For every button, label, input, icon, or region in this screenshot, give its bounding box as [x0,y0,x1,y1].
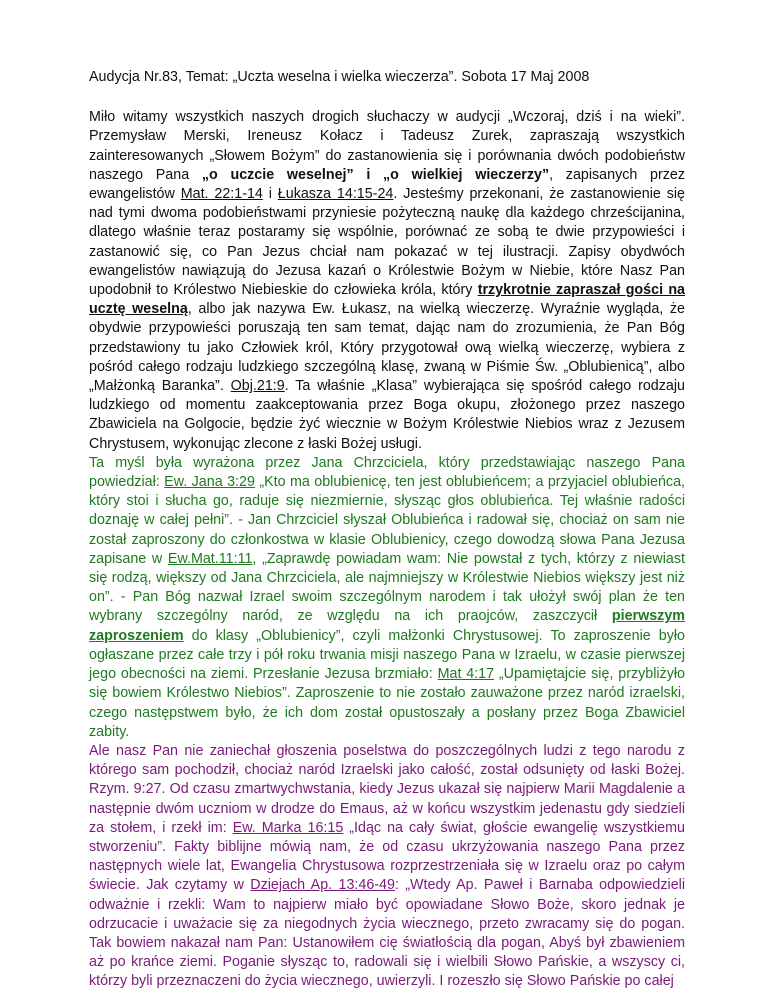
text-run: i [262,186,278,203]
document-title: Audycja Nr.83, Temat: „Uczta weselna i wielka wieczerza”. Sobota 17 Maj 2008 [89,69,590,85]
bold-underlined-phrase: pierwszym zaproszeniem [89,608,685,644]
bible-reference-link[interactable]: Łukasza 14:15-24 [277,186,394,203]
document-page [89,0,685,992]
bible-reference-link[interactable]: Ew.Mat.11:11 [167,550,253,567]
text-run: , albo jak nazywa Ew. Łukasz, na wielką wieczerzę. Wyraźnie wygląda, że obydwie przypowieści poruszają ten sam temat, dając nam do zrozumienia, że Pan Bóg przedstawiony tu jako Człowiek król, Który przygotował ową wielką wieczerzę, wybiera z pośród całego rodzaju ludzkiego szczególną klasę, zwaną w Piśmie Św. „Oblubienicą”, albo „Małżonką Baranka”. [89,301,685,395]
bible-reference-link[interactable]: Mat. 22:1-14 [180,186,263,203]
text-run: : „Wtedy Ap. Paweł i Barnaba odpowiedzieli odważnie i rzekli: Wam to najpierw miało być opowiadane Słowo Boże, skoro jednak je odrzucacie i uważacie się za niegodnych życia wiecznego, przeto zwracamy się do pogan. Tak bowiem nakazał nam Pan: Ustanowiłem cię światłością dla pogan, Abyś był zbawieniem aż po krańce ziemi. Poganie słysząc to, radowali się i wielbili Słowo Pańskie, a wszyscy ci, którzy byli przeznaczeni do życia wiecznego, uwierzyli. I rozeszło się Słowo Pańskie po całej [89,877,685,990]
bold-phrase: „o uczcie weselnej” i „o wielkiej wieczerzy” [201,166,550,183]
text-run: do klasy „Oblubienicy”, czyli małżonki Chrystusowej. To zaproszenie było ogłaszane przez całe trzy i pół roku trwania misji naszego Pana w Izraelu, w czasie pierwszej jego obecności na ziemi. Przesłanie Jezusa brzmiało: [89,627,685,683]
paragraph-intro [89,108,685,454]
bible-reference-link[interactable]: Ew. Jana 3:29 [164,474,255,491]
bible-reference-link[interactable]: Dziejach Ap. 13:46-49 [250,877,395,894]
text-run: Ale nasz Pan nie zaniechał głoszenia poselstwa do poszczególnych ludzi z tego narodu z którego sam pochodził, chociaż naród Izraelski jako całość, został odsunięty od łaski Bożej. Rzym. 9:27. Od czasu zmartwychwstania, kiedy Jezus ukazał się najpierw Marii Magdalenie a następnie dwóm uczniom w drodze do Emaus, aż w końcu wszystkim jedenastu gdy siedzieli za stołem, i rzekł im: [89,742,685,836]
paragraph-john-baptist [89,454,685,742]
paragraph-gospel-spread [89,742,685,992]
text-run: , „Zaprawdę powiadam wam: Nie powstał z tych, którzy z niewiast się rodzą, większy od Jana Chrzciciela, ale najmniejszy w Królestwie Niebios większy jest niż on”. - Pan Bóg nazwał Izrael swoim szczególnym narodem i tak ułożył swój plan że ten wybrany szczególny naród, ze względu na ich praojców, zaszczycił [89,550,685,625]
text-run: „Upamiętajcie się, przybliżyło się bowiem Królestwo Niebios”. Zaproszenie to nie zostało zauważone przez naród izraelski, czego następstwem było, że ich dom został opustoszały a posłany przez Boga Zbawiciel zabity. [89,666,685,740]
text-run: , zapisanych przez ewangelistów [89,166,686,203]
text-run: . Jesteśmy przekonani, że zastanowienie się nad tymi dwoma podobieństwami przyniesie pożyteczną naukę dla każdego chrześcijanina, dlatego właśnie teraz postaramy się wspólnie, porównać ze sobą te dwie przypowieści i zastanowić się, co Pan Jezus chciał nam pokazać w tej ilustracji. Zapisy obydwóch ewangelistów nawiązują do Jezusa kazań o Królestwie Bożym w Niebie, które Nasz Pan upodobnił to Królestwo Niebieskie do człowieka króla, który [89,186,685,299]
bible-reference-link[interactable]: Obj.21:9 [230,378,285,395]
text-run: Ta myśl była wyrażona przez Jana Chrzciciela, który przedstawiając naszego Pana powiedział: [89,454,685,491]
bible-reference-link[interactable]: Mat 4:17 [437,666,495,683]
bold-underlined-phrase: trzykrotnie zapraszał gości na ucztę weselną [89,282,685,318]
text-run: Miło witamy wszystkich naszych drogich słuchaczy w audycji „Wczoraj, dziś i na wieki”. Przemysław Merski, Ireneusz Kołacz i Tadeusz Zurek, zapraszają wszystkich zainteresowanych „Słowem Bożym” do zastanowienia się i porównania dwóch podobieństw naszego Pana [89,109,685,183]
text-run: . Ta właśnie „Klasa” wybierająca się spośród całego rodzaju ludzkiego od momentu zaakceptowania przez Boga okupu, złożonego przez naszego Zbawiciela na Golgocie, będzie żyć wiecznie w Bożym Królestwie Niebios wraz z Jezusem Chrystusem, wykonując zlecone z łaski Bożej usługi. [89,378,685,452]
bible-reference-link[interactable]: Ew. Marka 16:15 [232,819,344,836]
text-run: „Kto ma oblubienicę, ten jest oblubieńcem; a przyjaciel oblubieńca, który stoi i słucha go, raduje się niezmiernie, słysząc głos oblubieńca. Tej właśnie radości doznaję w całej pełni”. - Jan Chrzciciel słyszał Oblubieńca i radował się, chociaż on sam nie został zaproszony do członkostwa w klasie Oblubienicy, czego dowodzą słowa Pana Jezusa zapisane w [89,474,685,567]
text-run: „Idąc na cały świat, głoście ewangelię wszystkiemu stworzeniu”. Fakty biblijne mówią nam, że od czasu ukrzyżowania naszego Pana przez następnych wiele lat, Ewangelia Chrystusowa rozprzestrzeniała się w Izraelu oraz po całym świecie. Jak czytamy w [89,819,685,894]
